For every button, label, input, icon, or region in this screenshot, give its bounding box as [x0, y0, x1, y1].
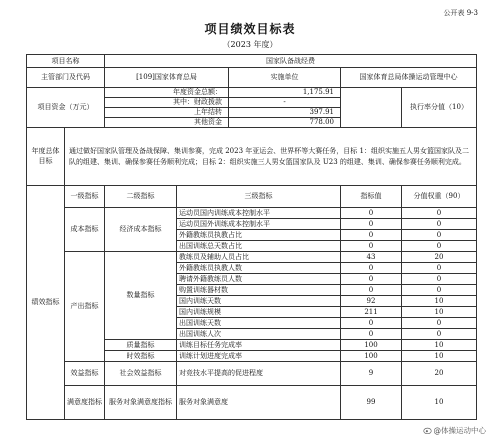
watermark-text: @体操运动中心 — [433, 426, 486, 435]
indicator-value: 0 — [341, 285, 402, 296]
page-year: （2023 年度） — [222, 40, 278, 49]
weibo-icon — [423, 427, 432, 434]
indicator-value: 100 — [341, 351, 402, 362]
indicator-weight: 20 — [402, 252, 477, 263]
indicator-name: 外籍教练员执教占比 — [177, 230, 341, 241]
annual-goal-label: 年度总体目标 — [27, 128, 65, 186]
indicator-value: 92 — [341, 296, 402, 307]
indicator-weight: 0 — [402, 285, 477, 296]
indicator-weight: 10 — [402, 351, 477, 362]
indicator-weight: 0 — [402, 230, 477, 241]
indicator-name: 出国训练总天数占比 — [177, 241, 341, 252]
indicator-weight: 0 — [402, 208, 477, 219]
indicator-name: 出国训练天数 — [177, 318, 341, 329]
indicator-value: 211 — [341, 307, 402, 318]
quality-indicator-label: 质量指标 — [105, 340, 177, 351]
indicator-value: 0 — [341, 329, 402, 340]
funds-label: 项目资金（万元） — [27, 88, 105, 128]
unit-value: 国家体育总局体操运动管理中心 — [341, 68, 477, 88]
indicator-value: 0 — [341, 274, 402, 285]
indicator-name: 训练目标任务完成率 — [177, 340, 341, 351]
indicator-weight: 10 — [402, 340, 477, 351]
quantity-indicator-label: 数量指标 — [105, 252, 177, 340]
funds-row-value: - — [229, 98, 341, 108]
indicator-name: 出国训练人次 — [177, 329, 341, 340]
econ-cost-label: 经济成本指标 — [105, 208, 177, 252]
annual-goal-text: 通过做好国家队管理及备战保障、集训参赛，完成 2023 年亚运会、世界杯等大赛任务，目标 1：组织实施五人男女篮国家队及二队的组建、集训、确保参赛任务顺利完成；目标 2：组织实施三人男女篮国家队及 U23 的组建、集训、确保参赛任务顺利完成。 — [65, 128, 477, 186]
funds-row-label: 其他资金 — [105, 118, 229, 128]
indicator-name: 聘请外籍教练员人数 — [177, 274, 341, 285]
project-name-value: 国家队备战经费 — [105, 55, 477, 68]
indicator-weight: 0 — [402, 241, 477, 252]
funds-row-label: 上年结转 — [105, 108, 229, 118]
dept-value: [109]国家体育总局 — [105, 68, 229, 88]
header-value: 指标值 — [341, 186, 402, 208]
indicator-name: 服务对象满意度 — [177, 386, 341, 420]
exec-rate-label: 执行率分值（10） — [402, 88, 477, 128]
service-satisfaction-label: 服务对象满意度指标 — [105, 386, 177, 420]
header-l1: 一级指标 — [65, 186, 105, 208]
indicator-weight: 0 — [402, 329, 477, 340]
unit-label: 实施单位 — [229, 68, 341, 88]
indicator-value: 0 — [341, 318, 402, 329]
indicator-weight: 10 — [402, 307, 477, 318]
indicator-weight: 0 — [402, 274, 477, 285]
funds-row-value: 1,175.91 — [229, 88, 341, 98]
indicator-weight: 20 — [402, 362, 477, 386]
dept-label: 主管部门及代码 — [27, 68, 105, 88]
indicator-value: 0 — [341, 230, 402, 241]
indicator-value: 0 — [341, 241, 402, 252]
indicator-name: 训练计划进度完成率 — [177, 351, 341, 362]
indicator-name: 国内训练天数 — [177, 296, 341, 307]
indicator-value: 0 — [341, 219, 402, 230]
time-indicator-label: 时效指标 — [105, 351, 177, 362]
indicator-value: 0 — [341, 208, 402, 219]
indicator-name: 外籍教练员执教人数 — [177, 263, 341, 274]
indicator-value: 99 — [341, 386, 402, 420]
funds-row-value: 397.91 — [229, 108, 341, 118]
indicator-value: 43 — [341, 252, 402, 263]
indicator-name: 对竞技水平提高的促进程度 — [177, 362, 341, 386]
watermark — [423, 425, 487, 436]
indicator-weight: 0 — [402, 219, 477, 230]
indicator-name: 国内训练规模 — [177, 307, 341, 318]
perf-indicator-label: 绩效指标 — [27, 186, 65, 420]
funds-row-value: 778.00 — [229, 118, 341, 128]
satisfaction-indicator-label: 满意度指标 — [65, 386, 105, 420]
social-benefit-label: 社会效益指标 — [105, 362, 177, 386]
indicator-value: 0 — [341, 263, 402, 274]
indicator-value: 100 — [341, 340, 402, 351]
indicator-name: 购置训练器材数 — [177, 285, 341, 296]
indicator-name: 运动员国外训练成本控制水平 — [177, 219, 341, 230]
project-name-label: 项目名称 — [27, 55, 105, 68]
funds-row-label: 其中：财政拨款 — [105, 98, 229, 108]
indicator-weight: 10 — [402, 296, 477, 307]
appendix-label: 公开表 9-3 — [443, 9, 478, 17]
page-title: 项目绩效目标表 — [204, 22, 296, 36]
header-l2: 二级指标 — [105, 186, 177, 208]
header-l3: 三级指标 — [177, 186, 341, 208]
performance-table — [26, 54, 477, 420]
indicator-value: 9 — [341, 362, 402, 386]
indicator-weight: 0 — [402, 318, 477, 329]
header-weight: 分值权重（90） — [402, 186, 477, 208]
indicator-name: 教练员及辅助人员占比 — [177, 252, 341, 263]
output-indicator-label: 产出指标 — [65, 252, 105, 362]
funds-row-label: 年度资金总额： — [105, 88, 229, 98]
cost-indicator-label: 成本指标 — [65, 208, 105, 252]
indicator-weight: 10 — [402, 386, 477, 420]
benefit-indicator-label: 效益指标 — [65, 362, 105, 386]
indicator-name: 运动员国内训练成本控制水平 — [177, 208, 341, 219]
indicator-weight: 0 — [402, 263, 477, 274]
